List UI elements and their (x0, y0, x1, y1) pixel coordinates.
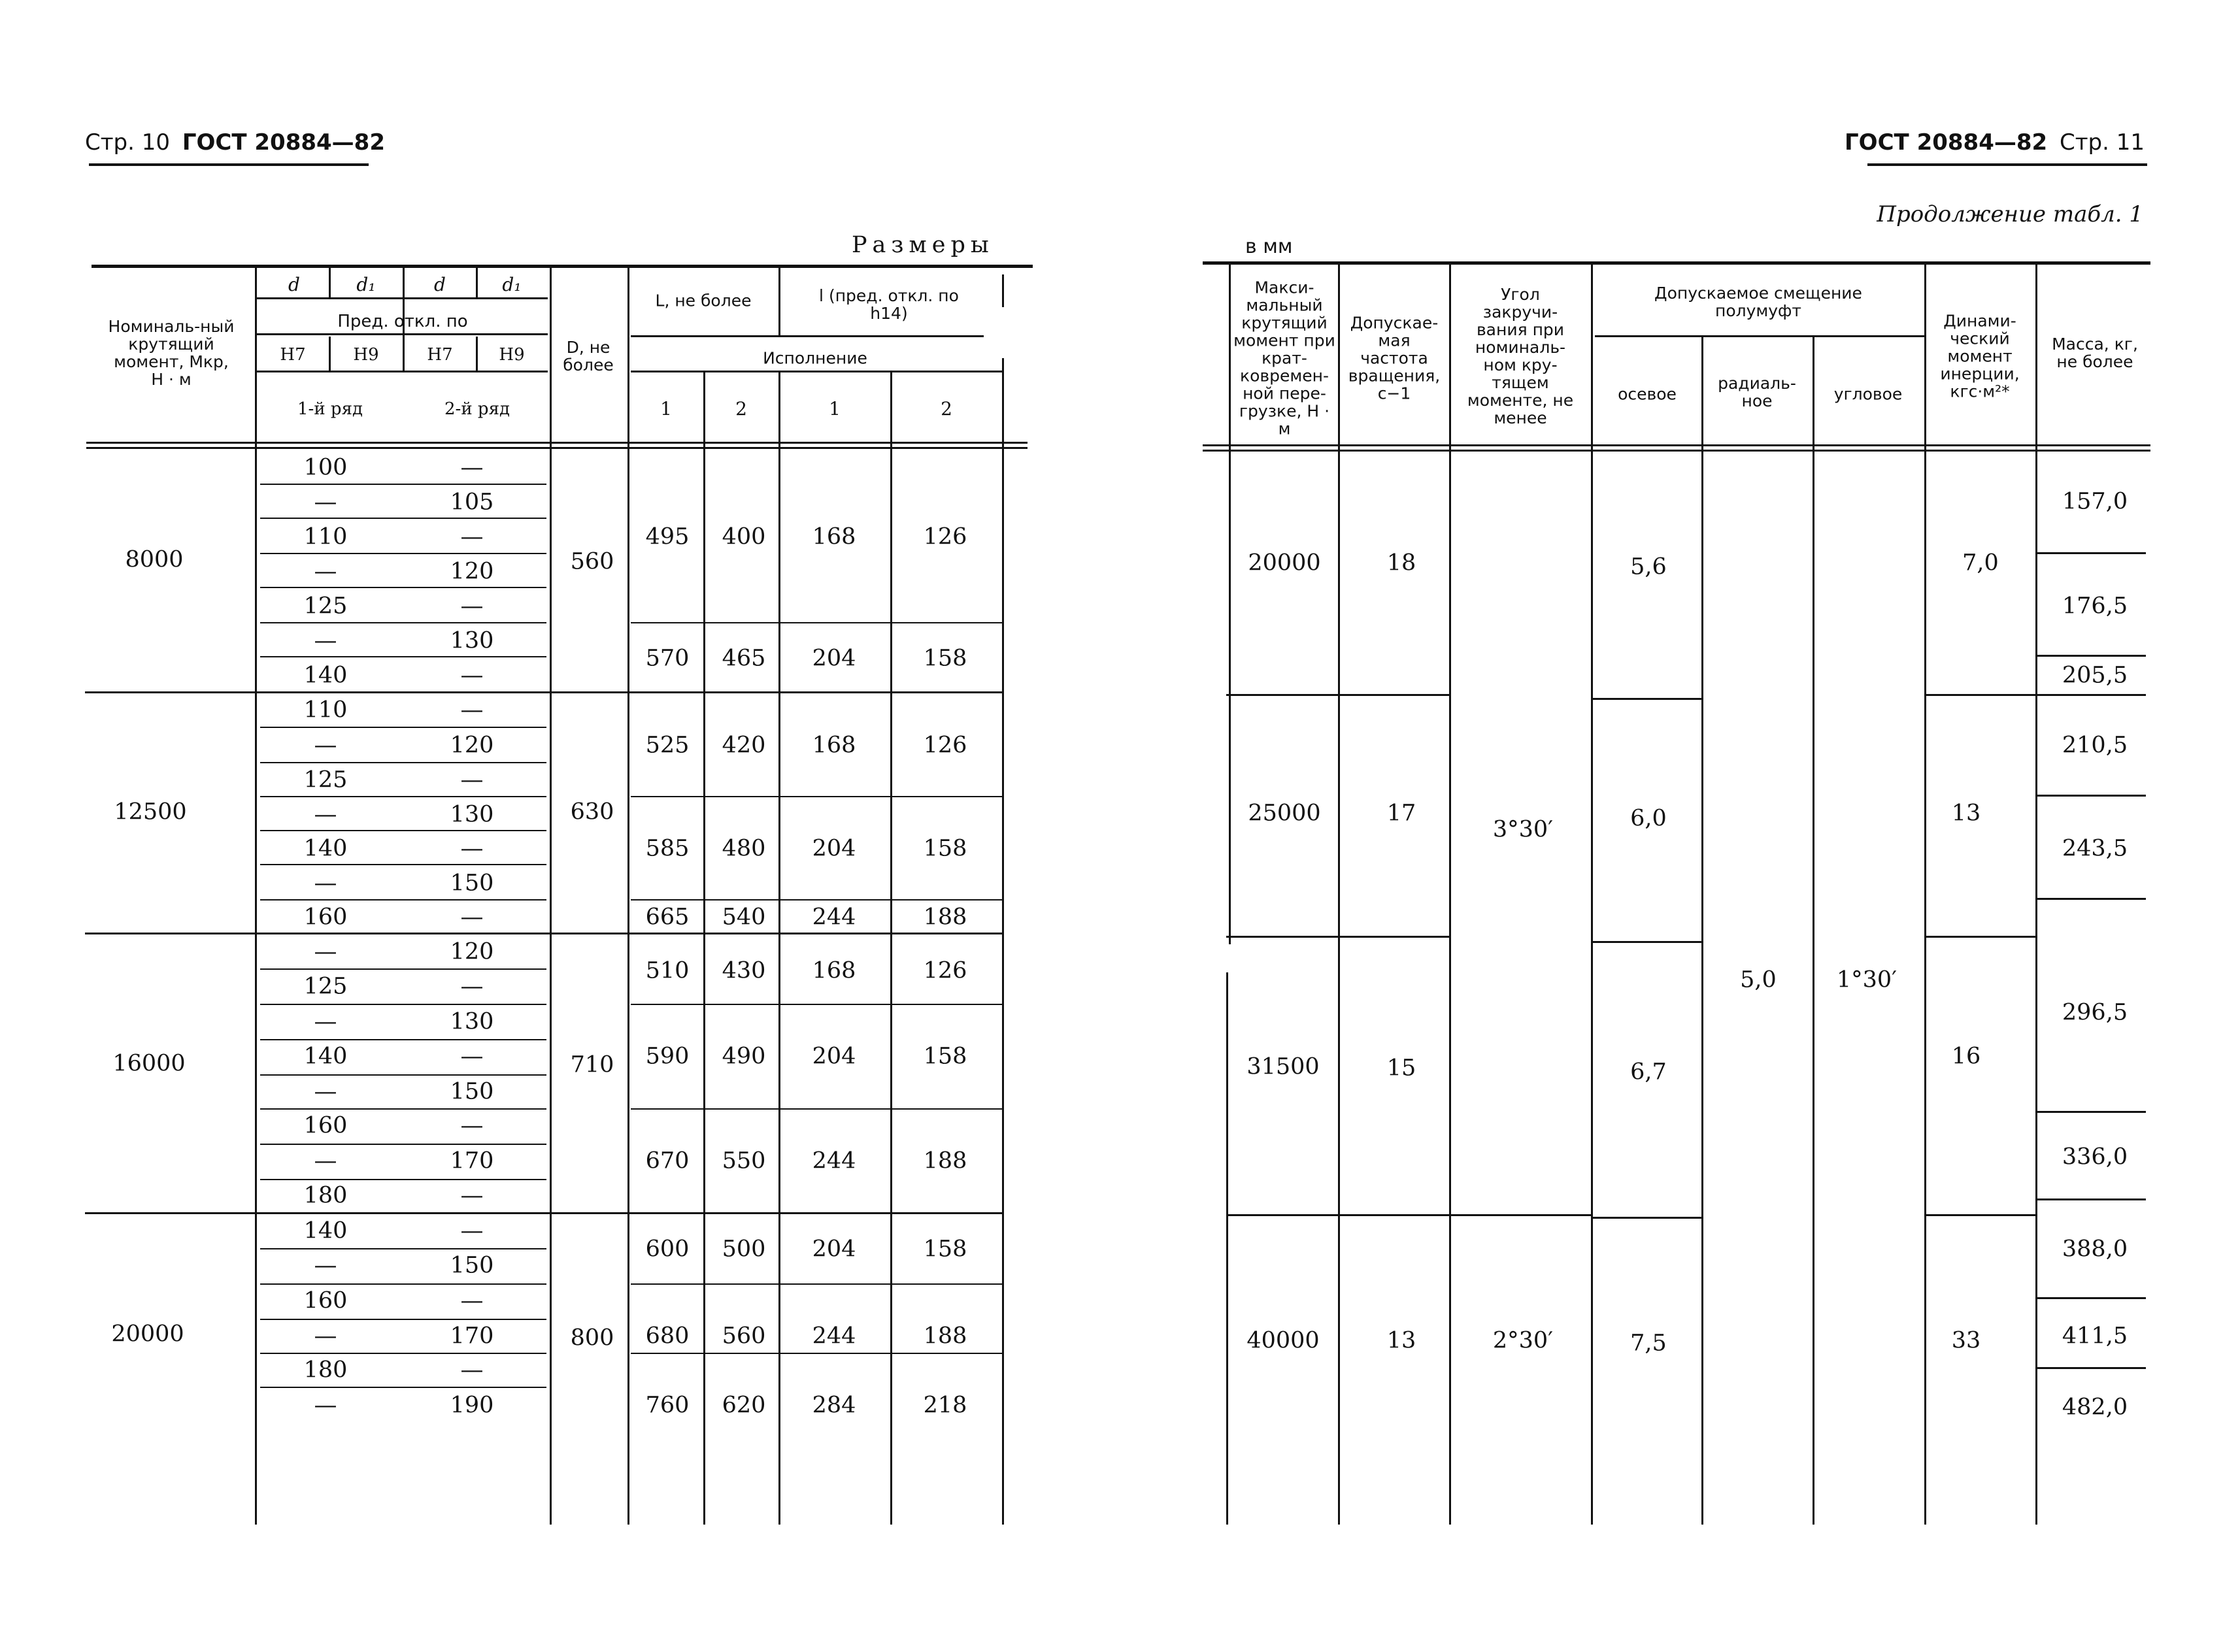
hdr-d: d (288, 274, 300, 295)
mass-rule (2037, 655, 2146, 657)
d-row-rule (260, 830, 546, 831)
d-row-rule (260, 796, 546, 797)
d-row2: — (460, 593, 484, 620)
mass-value: 205,5 (2062, 662, 2128, 689)
left-header-bottom-rule (86, 442, 1028, 444)
hdr-h9: H9 (499, 345, 525, 365)
hdr-ex1: 1 (660, 398, 672, 420)
l-ex1: 244 (812, 1323, 856, 1349)
hdr-row2: 2-й ряд (444, 399, 510, 419)
hdr-rule (256, 371, 548, 372)
hdr-rule (631, 335, 984, 337)
L-ex1: 570 (645, 645, 690, 672)
axial-value: 6,0 (1630, 805, 1667, 832)
d-row-rule (260, 1074, 546, 1076)
L-ex2: 480 (722, 835, 766, 862)
d-row-rule (260, 1387, 546, 1388)
hdr-angular: угловое (1833, 384, 1903, 404)
l-ex2: 158 (923, 835, 967, 862)
hdr-rule (1595, 335, 1925, 337)
angle-value: 3°30′ (1492, 816, 1554, 843)
hdr-d1: d₁ (356, 274, 376, 295)
torque-value: 12500 (114, 799, 187, 825)
inertia-value: 13 (1951, 800, 1981, 827)
hdr-h9: H9 (353, 345, 379, 365)
col-rule (329, 337, 331, 371)
d-row2: — (460, 904, 484, 931)
col-rule (1229, 265, 1231, 944)
hdr-rule (631, 371, 1003, 372)
col-rule (1338, 265, 1340, 1525)
dims-rule (631, 1353, 1002, 1354)
d-row1: 110 (303, 523, 348, 550)
d-row-rule (260, 622, 546, 623)
d-row2: 130 (450, 801, 494, 828)
radial-value: 5,0 (1740, 966, 1777, 993)
col-rule (550, 267, 552, 1525)
d-row-rule (260, 1179, 546, 1180)
d-row1: — (314, 627, 337, 654)
col-rule (1924, 265, 1926, 1525)
d-row1: 160 (303, 904, 348, 931)
col-rule (476, 268, 478, 297)
max-torque-value: 20000 (1248, 550, 1321, 576)
d-row-rule (260, 1039, 546, 1040)
d-row-rule (260, 484, 546, 485)
hdr-ex1: 1 (829, 398, 841, 420)
right-header-bottom-rule (1203, 444, 2150, 446)
col-rule (1002, 274, 1004, 307)
hdr-execution: Исполнение (763, 348, 867, 368)
L-ex2: 430 (722, 957, 766, 984)
d-row1: 110 (303, 697, 348, 723)
axial-value: 6,7 (1630, 1059, 1667, 1085)
axial-value: 7,5 (1630, 1330, 1667, 1357)
mass-value: 243,5 (2062, 835, 2128, 862)
hdr-radial: радиаль-ное (1718, 374, 1796, 410)
d-row2: — (460, 697, 484, 723)
d-row-rule (260, 1319, 546, 1320)
row-rule (1226, 936, 1449, 938)
l-ex2: 188 (923, 904, 967, 931)
row-rule (1926, 1214, 2035, 1216)
d-row2: — (460, 1217, 484, 1244)
left-running-head (85, 129, 385, 156)
L-ex1: 525 (645, 732, 690, 759)
torque-value: 8000 (125, 546, 184, 573)
col-rule (778, 372, 780, 1525)
left-page-number: Стр. 10 (85, 129, 171, 156)
continuation-label: Продолжение табл. 1 (1877, 201, 2143, 227)
mass-value: 210,5 (2062, 732, 2128, 759)
d-row-rule (260, 1144, 546, 1145)
hdr-rule (256, 333, 548, 335)
right-header-bottom-rule (1203, 450, 2150, 452)
dims-rule (631, 796, 1002, 797)
axial-value: 5,6 (1630, 553, 1667, 580)
L-ex2: 560 (722, 1323, 766, 1349)
units-label-right: в мм (1245, 235, 1293, 258)
L-ex1: 760 (645, 1392, 690, 1419)
mass-rule (2037, 1111, 2146, 1113)
dims-rule (631, 899, 1002, 900)
L-ex2: 465 (722, 645, 766, 672)
d-row1: — (314, 1392, 337, 1419)
d-row2: 120 (450, 938, 494, 965)
right-head-rule (1867, 163, 2147, 166)
col-rule (1002, 358, 1004, 1525)
row-rule (1226, 1214, 1449, 1216)
L-ex2: 620 (722, 1392, 766, 1419)
d-row1: 100 (303, 454, 348, 481)
max-torque-value: 31500 (1246, 1053, 1320, 1080)
hdr-d: d (434, 274, 446, 295)
hdr-d1: d₁ (502, 274, 522, 295)
angular-value: 1°30′ (1836, 966, 1897, 993)
col-rule (329, 268, 331, 297)
l-ex1: 204 (812, 645, 856, 672)
inertia-value: 7,0 (1962, 550, 1999, 576)
d-row-rule (260, 1353, 546, 1354)
col-rule (778, 267, 780, 335)
L-ex1: 680 (645, 1323, 690, 1349)
right-table-top-rule (1203, 261, 2150, 265)
d-row-rule (260, 1283, 546, 1285)
d-row1: 180 (303, 1182, 348, 1209)
group-rule (85, 691, 1002, 693)
d-row2: 170 (450, 1323, 494, 1349)
d-row1: — (314, 732, 337, 759)
right-doc-number: ГОСТ 20884—82 (1845, 129, 2048, 156)
d-row-rule (260, 553, 546, 554)
d-row-rule (260, 518, 546, 519)
left-doc-number: ГОСТ 20884—82 (182, 129, 385, 156)
d-row-rule (260, 762, 546, 763)
d-row1: — (314, 558, 337, 585)
inertia-value: 33 (1951, 1327, 1981, 1354)
mass-rule (2037, 1367, 2146, 1369)
d-row2: 190 (450, 1392, 494, 1419)
d-row-rule (260, 656, 546, 657)
d-row-rule (260, 899, 546, 900)
left-table-top-rule (92, 265, 1033, 268)
l-ex2: 126 (923, 523, 967, 550)
d-row2: — (460, 1112, 484, 1139)
d-row2: 150 (450, 1252, 494, 1279)
hdr-max-torque: Макси-мальный крутящий момент при крат-ковремен-ной пере-грузке, Н · м (1233, 278, 1335, 438)
col-rule (627, 267, 629, 1525)
row-rule (1226, 694, 1449, 696)
d-row2: 130 (450, 627, 494, 654)
d-row2: — (460, 454, 484, 481)
l-ex1: 204 (812, 1236, 856, 1263)
left-head-rule (89, 163, 369, 166)
D-value: 560 (570, 548, 614, 575)
l-ex1: 284 (812, 1392, 856, 1419)
col-rule (1813, 337, 1814, 1525)
l-ex2: 188 (923, 1323, 967, 1349)
d-row1: 140 (303, 662, 348, 689)
row-rule (1593, 1217, 1701, 1219)
l-ex2: 126 (923, 957, 967, 984)
d-row2: 105 (450, 489, 494, 516)
d-row1: 140 (303, 1217, 348, 1244)
d-row2: 120 (450, 732, 494, 759)
L-ex1: 585 (645, 835, 690, 862)
d-row1: 125 (303, 767, 348, 793)
mass-rule (2037, 898, 2146, 900)
right-page-number: Стр. 11 (2059, 129, 2145, 156)
d-row1: 160 (303, 1112, 348, 1139)
d-row1: — (314, 938, 337, 965)
d-row1: 140 (303, 835, 348, 862)
row-rule (1926, 694, 2035, 696)
mass-value: 157,0 (2062, 488, 2128, 515)
hdr-D: D, не более (563, 338, 614, 374)
d-row1: 180 (303, 1357, 348, 1383)
d-row1: — (314, 1148, 337, 1174)
dims-rule (631, 622, 1002, 623)
hdr-mass: Масса, кг, не более (2052, 335, 2138, 371)
D-value: 710 (570, 1051, 614, 1078)
right-running-head (1845, 129, 2145, 156)
mass-rule (2037, 552, 2146, 554)
l-ex2: 158 (923, 645, 967, 672)
l-ex1: 204 (812, 835, 856, 862)
l-ex2: 158 (923, 1043, 967, 1070)
l-ex2: 188 (923, 1148, 967, 1174)
d-row1: 140 (303, 1043, 348, 1070)
D-value: 800 (570, 1325, 614, 1351)
l-ex2: 158 (923, 1236, 967, 1263)
mass-value: 296,5 (2062, 999, 2128, 1026)
d-row-rule (260, 1248, 546, 1249)
hdr-offset: Допускаемое смещение полумуфт (1654, 284, 1862, 320)
inertia-value: 16 (1951, 1043, 1981, 1070)
left-header-bottom-rule (86, 447, 1028, 449)
L-ex2: 400 (722, 523, 766, 550)
torque-value: 20000 (111, 1321, 184, 1347)
L-ex1: 590 (645, 1043, 690, 1070)
L-ex1: 670 (645, 1148, 690, 1174)
hdr-tolerance: Пред. откл. по (337, 312, 468, 331)
col-rule (2035, 265, 2037, 1525)
col-rule (476, 337, 478, 371)
dims-rule (631, 1004, 1002, 1005)
d-row-rule (260, 587, 546, 588)
d-row-rule (260, 864, 546, 865)
hdr-h7: H7 (280, 345, 306, 365)
l-ex2: 126 (923, 732, 967, 759)
mass-rule (2037, 1198, 2146, 1200)
L-ex2: 420 (722, 732, 766, 759)
freq-value: 18 (1386, 550, 1416, 576)
L-ex1: 495 (645, 523, 690, 550)
d-row1: — (314, 1323, 337, 1349)
L-ex1: 665 (645, 904, 690, 931)
d-row2: 150 (450, 870, 494, 897)
group-rule (85, 1212, 1002, 1214)
dims-rule (631, 1108, 1002, 1110)
mass-value: 482,0 (2062, 1394, 2128, 1421)
row-rule (1593, 941, 1701, 943)
l-ex1: 168 (812, 957, 856, 984)
d-row-rule (260, 1108, 546, 1110)
col-rule (1226, 972, 1228, 1525)
mass-rule (2037, 795, 2146, 797)
d-row1: — (314, 489, 337, 516)
L-ex2: 500 (722, 1236, 766, 1263)
L-ex1: 600 (645, 1236, 690, 1263)
L-ex2: 540 (722, 904, 766, 931)
l-ex1: 244 (812, 904, 856, 931)
L-ex2: 490 (722, 1043, 766, 1070)
freq-value: 15 (1386, 1055, 1416, 1082)
d-row2: — (460, 1182, 484, 1209)
hdr-rule (256, 297, 548, 299)
hdr-l: l (пред. откл. по h14) (819, 286, 959, 323)
hdr-ex2: 2 (735, 398, 747, 420)
angle-value: 2°30′ (1492, 1327, 1554, 1354)
hdr-axial: осевое (1618, 384, 1677, 404)
row-rule (1926, 936, 2035, 938)
d-row2: — (460, 1357, 484, 1383)
hdr-inertia: Динами-ческий момент инерции, кгс·м²* (1940, 311, 2020, 401)
d-row-rule (260, 968, 546, 970)
col-rule (890, 372, 892, 1525)
col-rule (1591, 265, 1593, 1525)
d-row1: — (314, 1008, 337, 1035)
mass-value: 336,0 (2062, 1144, 2128, 1170)
d-row2: 130 (450, 1008, 494, 1035)
hdr-torque: Номиналь-ный крутящий момент, Mкр, Н · м (108, 317, 235, 389)
mass-value: 411,5 (2062, 1323, 2128, 1349)
d-row2: — (460, 523, 484, 550)
hdr-freq: Допускае-мая частота вращения, с−1 (1348, 313, 1441, 403)
freq-value: 13 (1386, 1327, 1416, 1354)
L-ex1: 510 (645, 957, 690, 984)
d-row1: — (314, 870, 337, 897)
row-rule (1593, 698, 1701, 700)
mass-value: 176,5 (2062, 593, 2128, 620)
d-row2: — (460, 1043, 484, 1070)
col-rule (403, 335, 405, 371)
d-row2: — (460, 973, 484, 1000)
l-ex2: 218 (923, 1392, 967, 1419)
col-rule (703, 372, 705, 1525)
freq-value: 17 (1386, 800, 1416, 827)
l-ex1: 244 (812, 1148, 856, 1174)
l-ex1: 168 (812, 732, 856, 759)
mass-value: 388,0 (2062, 1236, 2128, 1263)
d-row-rule (260, 727, 546, 728)
d-row1: — (314, 801, 337, 828)
dims-rule (631, 1283, 1002, 1285)
d-row2: — (460, 1287, 484, 1314)
d-row2: — (460, 835, 484, 862)
L-ex2: 550 (722, 1148, 766, 1174)
mass-rule (2037, 1297, 2146, 1299)
d-row1: — (314, 1078, 337, 1105)
torque-value: 16000 (112, 1050, 186, 1077)
max-torque-value: 40000 (1246, 1327, 1320, 1354)
row-rule (1451, 1214, 1591, 1216)
l-ex1: 204 (812, 1043, 856, 1070)
hdr-angle: Угол закручи-вания при номиналь-ном кру-тящем моменте, не менее (1467, 285, 1574, 427)
max-torque-value: 25000 (1248, 800, 1321, 827)
col-rule (255, 267, 257, 1525)
d-row1: 125 (303, 973, 348, 1000)
l-ex1: 168 (812, 523, 856, 550)
hdr-L: L, не более (655, 291, 752, 310)
d-row1: 160 (303, 1287, 348, 1314)
d-row1: 125 (303, 593, 348, 620)
hdr-h7: H7 (427, 345, 453, 365)
d-row1: — (314, 1252, 337, 1279)
d-row2: 170 (450, 1148, 494, 1174)
col-rule (1449, 265, 1451, 1525)
mass-rule (2037, 694, 2146, 696)
d-row2: 120 (450, 558, 494, 585)
units-label-left: Размеры (852, 232, 994, 258)
group-rule (85, 933, 1002, 934)
hdr-ex2: 2 (941, 398, 952, 420)
d-row2: — (460, 767, 484, 793)
d-row2: 150 (450, 1078, 494, 1105)
d-row-rule (260, 1004, 546, 1005)
hdr-row1: 1-й ряд (297, 399, 363, 419)
col-rule (1701, 337, 1703, 1525)
D-value: 630 (570, 799, 614, 825)
d-row2: — (460, 662, 484, 689)
